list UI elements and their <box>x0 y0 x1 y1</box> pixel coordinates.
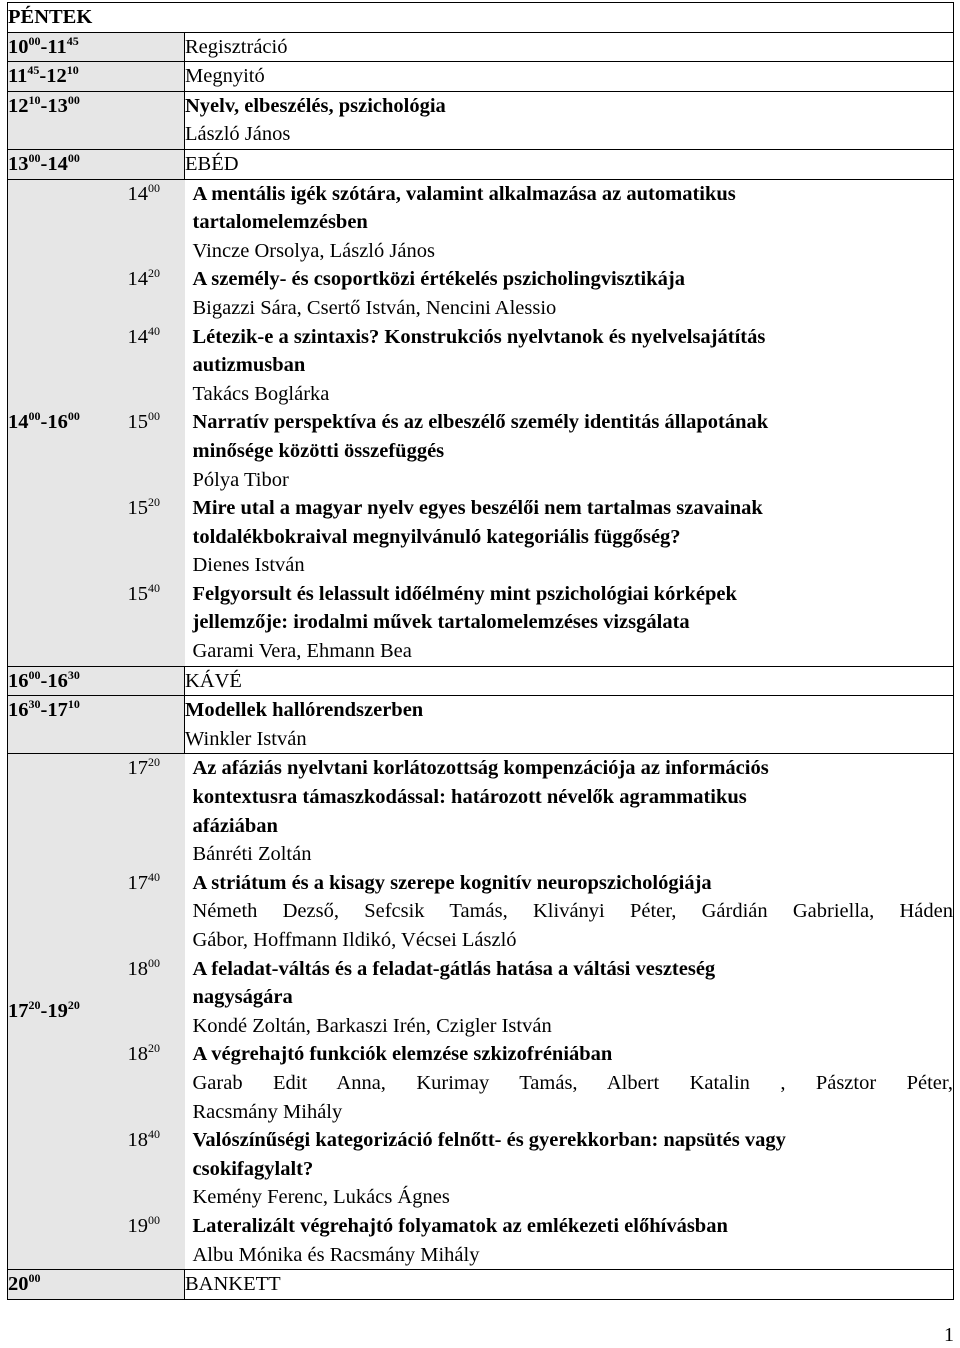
talk-title-line: kontextusra támaszkodással: határozott névelők agrammatikus <box>192 786 747 809</box>
talk-item <box>127 1126 954 1212</box>
talk-item <box>127 265 954 322</box>
schedule-row <box>8 32 954 62</box>
session-2-row <box>8 754 954 1270</box>
talk-item <box>127 754 954 868</box>
time-range: $16^{00}-16^{30}$ <box>8 666 185 696</box>
time-range: $13^{00}-14^{00}$ <box>8 149 185 179</box>
talk-title-line: Felgyorsult és lelassult időélmény mint pszichológiai kórképek <box>192 582 737 605</box>
row-title: Nyelv, elbeszélés, pszichológia <box>185 94 446 117</box>
session-1-talk-list <box>127 180 954 666</box>
session-1-content <box>127 179 954 666</box>
row-content <box>185 149 954 179</box>
talk-item <box>127 869 954 955</box>
talk-title-line: autizmusban <box>192 354 306 377</box>
coffee-title: KÁVÉ <box>185 669 242 692</box>
session-1-row <box>8 179 954 666</box>
session-2-time-range: $17^{20}-19^{20}$ <box>8 754 185 1270</box>
talk-title-line: Létezik-e a szintaxis? Konstrukciós nyelvtanok és nyelvelsajátítás <box>192 325 766 348</box>
talk-title-line: csokifagylalt? <box>192 1157 314 1180</box>
talk-authors-line: Pólya Tibor <box>192 468 289 491</box>
talk-title-line: toldalékbokraival megnyilvánuló kategoriális függőség? <box>192 525 681 548</box>
talk-time: $17^{40}$ <box>127 869 160 894</box>
row-title: Regisztráció <box>185 35 288 58</box>
talk-title-line: nagyságára <box>192 986 293 1009</box>
talk-title-line: A mentális igék szótára, valamint alkalmazása az automatikus <box>192 182 736 205</box>
talk-authors-line: Bigazzi Sára, Csertő István, Nencini Alessio <box>192 296 557 319</box>
talk-item <box>127 494 954 580</box>
day-title: PÉNTEK <box>8 3 954 33</box>
row-content <box>185 91 954 149</box>
talk-item <box>127 180 954 266</box>
talk-item <box>127 408 954 494</box>
talk-time: $15^{20}$ <box>127 495 160 520</box>
keynote-row <box>8 696 954 754</box>
talk-authors-line: Racsmány Mihály <box>192 1100 343 1123</box>
row-authors: László János <box>185 123 291 146</box>
talk-time: $14^{40}$ <box>127 323 160 348</box>
row-content <box>185 696 954 754</box>
program-table <box>7 2 954 1300</box>
talk-title-line: A végrehajtó funkciók elemzése szkizofréniában <box>192 1043 613 1066</box>
talk-title-line: A striátum és a kisagy szerepe kognitív neuropszichológiája <box>192 871 712 894</box>
talk-authors-line: Bánréti Zoltán <box>192 843 312 866</box>
day-header-row <box>8 3 954 33</box>
keynote-title: Modellek hallórendszerben <box>185 699 424 722</box>
talk-item <box>127 1212 954 1269</box>
schedule-row <box>8 91 954 149</box>
talk-title-line: tartalomelemzésben <box>192 211 368 234</box>
talk-title-line: afáziában <box>192 814 278 837</box>
time-range: $16^{30}-17^{10}$ <box>8 696 185 754</box>
talk-authors-line: Kondé Zoltán, Barkaszi Irén, Czigler István <box>192 1014 552 1037</box>
talk-title-line: Az afáziás nyelvtani korlátozottság kompenzációja az információs <box>192 757 769 780</box>
row-content <box>185 62 954 92</box>
row-title: Megnyitó <box>185 65 265 88</box>
row-content <box>185 32 954 62</box>
talk-authors-line: Garami Vera, Ehmann Bea <box>192 640 412 663</box>
row-content <box>185 666 954 696</box>
talk-authors-line: Vincze Orsolya, László János <box>192 239 435 262</box>
talk-item <box>127 580 954 666</box>
talk-authors-line: Garab Edit Anna, Kurimay Tamás, Albert Katalin , Pásztor Péter, <box>192 1071 954 1094</box>
talk-authors-line: Dienes István <box>192 554 305 577</box>
talk-authors-line: Gábor, Hoffmann Ildikó, Vécsei László <box>192 929 517 951</box>
talk-title-line: jellemzője: irodalmi művek tartalomelemzéses vizsgálata <box>192 611 690 634</box>
row-title: EBÉD <box>185 152 239 175</box>
talk-time: $18^{40}$ <box>127 1127 160 1152</box>
talk-time: $17^{20}$ <box>127 755 160 780</box>
talk-item <box>127 323 954 409</box>
talk-authors-line: Takács Boglárka <box>192 382 330 405</box>
time-range: $12^{10}-13^{00}$ <box>8 91 185 149</box>
keynote-authors: Winkler István <box>185 727 307 750</box>
talk-time: $14^{00}$ <box>127 180 160 205</box>
talk-time: $18^{20}$ <box>127 1041 160 1066</box>
banquet-title: BANKETT <box>185 1273 281 1296</box>
talk-title-line: Valószínűségi kategorizáció felnőtt- és gyerekkorban: napsütés vagy <box>192 1129 786 1152</box>
time-range: $10^{00}-11^{45}$ <box>8 32 185 62</box>
talk-authors-line: Albu Mónika és Racsmány Mihály <box>192 1243 480 1266</box>
time-range: $20^{00}$ <box>8 1270 185 1300</box>
talk-time: $18^{00}$ <box>127 955 160 980</box>
schedule-row <box>8 62 954 92</box>
talk-title-line: Lateralizált végrehajtó folyamatok az emlékezeti előhívásban <box>192 1214 728 1237</box>
talk-item <box>127 1040 954 1126</box>
time-range: $11^{45}-12^{10}$ <box>8 62 185 92</box>
session-2-talk-list <box>127 754 954 1269</box>
talk-time: $14^{20}$ <box>127 266 160 291</box>
talk-time: $19^{00}$ <box>127 1212 160 1237</box>
row-content <box>185 1270 954 1300</box>
talk-title-line: A személy- és csoportközi értékelés pszicholingvisztikája <box>192 268 685 291</box>
talk-item <box>127 955 954 1041</box>
page-number: 1 <box>944 1324 954 1346</box>
talk-title-line: Mire utal a magyar nyelv egyes beszélői nem tartalmas szavainak <box>192 497 763 520</box>
session-2-content <box>127 754 954 1270</box>
coffee-row <box>8 666 954 696</box>
talk-title-line: minősége közötti összefüggés <box>192 439 445 462</box>
banquet-row <box>8 1270 954 1300</box>
talk-authors-line: Kemény Ferenc, Lukács Ágnes <box>192 1186 450 1209</box>
session-1-time-range: $14^{00}-16^{00}$ <box>8 179 185 666</box>
talk-authors-line: Németh Dezső, Sefcsik Tamás, Kliványi Péter, Gárdián Gabriella, Háden <box>192 900 954 923</box>
talk-time: $15^{00}$ <box>127 409 160 434</box>
talk-title-line: Narratív perspektíva és az elbeszélő személy identitás állapotának <box>192 411 769 434</box>
schedule-row <box>8 149 954 179</box>
talk-time: $15^{40}$ <box>127 580 160 605</box>
talk-title-line: A feladat-váltás és a feladat-gátlás hatása a váltási veszteség <box>192 957 716 980</box>
